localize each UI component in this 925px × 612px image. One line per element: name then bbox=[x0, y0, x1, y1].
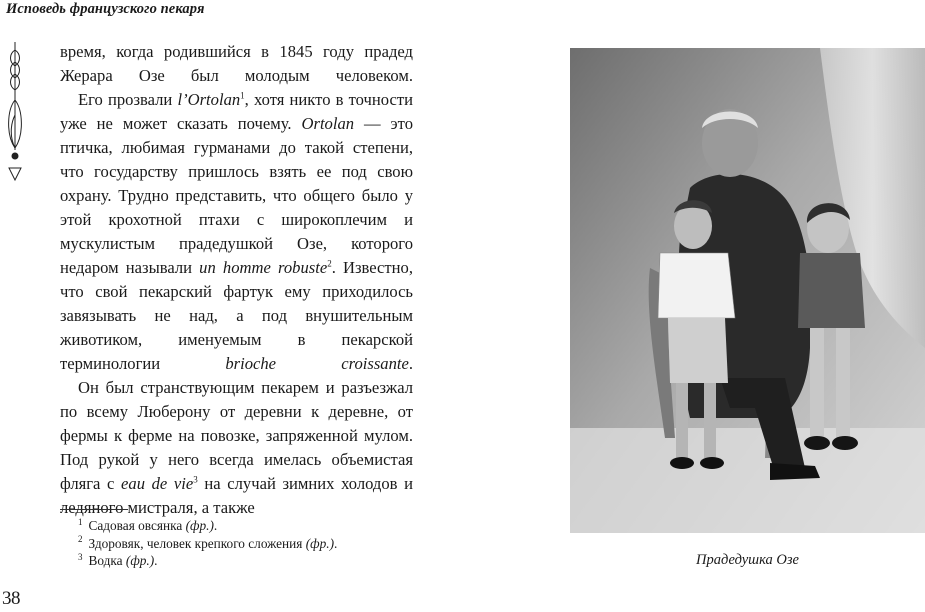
body-text bbox=[60, 40, 413, 520]
paragraph-3: Он был странствующим пекарем и разъезжал по всему Люберону от деревни к деревне, от фермы к ферме на повозке, запряженной мулом. Под рукой у него всегда имелась объемистая фляга с eau de vie$^3$ на случай зимних холодов и ледяного мистраля, а также bbox=[60, 378, 413, 517]
photo-caption: Прадедушка Озе bbox=[696, 552, 799, 568]
brioche-term: brioche croissante bbox=[225, 354, 409, 373]
footnote-1: $^1$ Садовая овсянка (фр.). bbox=[78, 516, 218, 533]
wheat-ornament-icon bbox=[4, 40, 26, 185]
ortolan-term-2: Ortolan bbox=[301, 114, 355, 133]
footnote-2: $^2$ Здоровяк, человек крепкого сложения (фр.). bbox=[78, 534, 338, 551]
footnote-divider bbox=[60, 509, 128, 510]
footnotes bbox=[78, 517, 337, 570]
ortolan-term: l’Ortolan bbox=[177, 90, 241, 109]
footnote-mark-1: 1 bbox=[240, 90, 245, 101]
running-head: Исповедь французского пекаря bbox=[6, 1, 205, 17]
robuste-term: un homme robuste bbox=[199, 258, 328, 277]
family-photo bbox=[570, 48, 925, 533]
footnote-mark-3: 3 bbox=[193, 474, 198, 485]
eau-de-vie-term: eau de vie bbox=[121, 474, 194, 493]
paragraph-2: Его прозвали l’Ortolan$^1$, хотя никто в точности уже не может сказать почему. Ortolan — это птичка, любимая гурманами до такой степени, что государству пришлось взять ее под свою охрану. Трудно представить, что общего было у этой крохотной птахи с широкоплечим и мускулистым прадедушкой Озе, которого недаром называли un homme robuste$^2$. Известно, что свой пекарский фартук ему приходилось завязывать не над, а под внушительным животиком, именуемым в пекарской терминологии brioche croissante. bbox=[60, 90, 414, 373]
paragraph-1: время, когда родившийся в 1845 году прадед Жерара Озе был молодым человеком. bbox=[60, 42, 413, 85]
footnote-mark-2: 2 bbox=[327, 258, 332, 269]
footnote-3: $^3$ Водка (фр.). bbox=[78, 551, 158, 568]
page-number: 38 bbox=[2, 588, 20, 609]
